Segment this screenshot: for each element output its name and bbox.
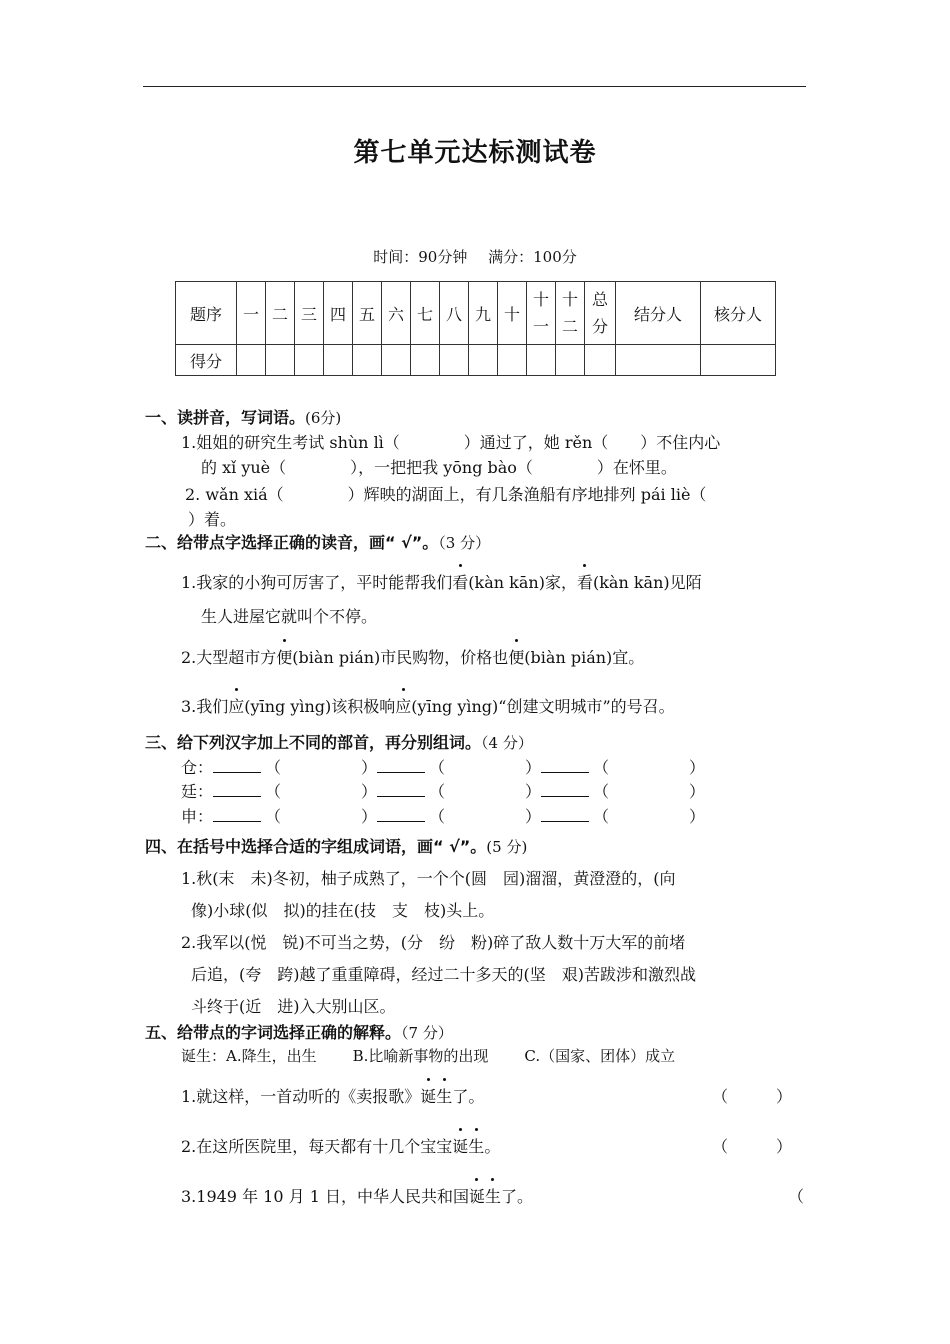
- section-heading: [145, 834, 527, 857]
- score-cell[interactable]: [237, 345, 266, 376]
- score-cell[interactable]: [585, 345, 616, 376]
- score-cell[interactable]: [556, 345, 585, 376]
- text: 2.大型超市方: [181, 648, 277, 667]
- heading-text: 三、给下列汉字加上不同的部首，再分别组词。: [145, 733, 482, 752]
- question-line: [181, 694, 675, 717]
- table-cell: 四: [324, 282, 353, 345]
- heading-text: 一、读拼音，写词语。: [145, 408, 306, 427]
- table-cell: 得分: [176, 345, 237, 376]
- paren[interactable]: （ ）: [593, 807, 706, 826]
- section-heading: [145, 1020, 453, 1043]
- blank[interactable]: [541, 807, 589, 822]
- question-line: [181, 755, 705, 778]
- table-cell: 结分人: [616, 282, 701, 345]
- blank[interactable]: [213, 807, 261, 822]
- option-a: A.降生，出生: [226, 1047, 317, 1065]
- options-line: [181, 1045, 675, 1066]
- question-line: 后追，(夸 跨)越了重重障碍，经过二十多天的(坚 艰)苦跋涉和激烈战: [191, 965, 696, 984]
- heading-points: （3 分）: [438, 534, 491, 552]
- table-cell: 五: [353, 282, 382, 345]
- table-cell: 题序: [176, 282, 237, 345]
- heading-points: （4 分）: [481, 734, 533, 752]
- heading-text: 四、在括号中选择合适的字组成词语，画“ √”。: [145, 837, 487, 856]
- text: 。: [484, 1137, 501, 1156]
- heading-points: (5 分): [486, 838, 528, 856]
- score-cell[interactable]: [382, 345, 411, 376]
- score-cell[interactable]: [701, 345, 776, 376]
- text: 1.我家的小狗可厉害了，平时能帮我们: [181, 573, 453, 592]
- blank[interactable]: [377, 807, 425, 822]
- char-label: 仓：: [181, 758, 214, 777]
- time-limit: 时间：90分钟: [373, 248, 468, 266]
- table-row: [176, 282, 776, 345]
- dotted-char: 生: [468, 1134, 484, 1157]
- dotted-char: 应: [228, 694, 244, 717]
- table-cell: 核分人: [701, 282, 776, 345]
- answer-paren[interactable]: （: [788, 1187, 805, 1206]
- char-label: 廷：: [181, 782, 214, 801]
- table-cell: 二: [266, 282, 295, 345]
- table-cell: 七: [411, 282, 440, 345]
- heading-points: (6分): [305, 409, 342, 427]
- paren[interactable]: （ ）: [265, 782, 378, 801]
- score-cell[interactable]: [324, 345, 353, 376]
- text: 了。: [501, 1187, 534, 1206]
- text[interactable]: (biàn pián)市民购物，价格也: [292, 648, 509, 667]
- question-line: 2.我军以(悦 锐)不可当之势，(分 纷 粉)碎了敌人数十万大军的前堵: [181, 933, 686, 952]
- answer-paren[interactable]: （ ）: [712, 1087, 793, 1106]
- dotted-char: 便: [508, 645, 524, 668]
- paren[interactable]: （ ）: [593, 782, 706, 801]
- question-line: 生人进屋它就叫个不停。: [201, 607, 378, 626]
- question-line: [181, 1084, 484, 1107]
- blank[interactable]: [377, 758, 425, 773]
- dotted-char: 看: [452, 570, 468, 593]
- score-cell[interactable]: [440, 345, 469, 376]
- question-line: [181, 1134, 500, 1157]
- question-line: [181, 570, 702, 593]
- score-cell[interactable]: [411, 345, 440, 376]
- option-b: B.比喻新事物的出现: [352, 1047, 489, 1065]
- table-cell: 九: [469, 282, 498, 345]
- question-line: 2. wǎn xiá（ ）辉映的湖面上，有几条渔船有序地排列 pái liè（: [185, 485, 707, 504]
- table-cell: 一: [237, 282, 266, 345]
- dotted-char: 生: [436, 1084, 452, 1107]
- question-line: [181, 779, 705, 802]
- dotted-char: 看: [577, 570, 593, 593]
- text: 2.在这所医院里，每天都有十几个宝宝: [181, 1137, 453, 1156]
- table-cell: 六: [382, 282, 411, 345]
- text: 3.我们: [181, 697, 229, 716]
- dotted-char: 诞: [469, 1184, 485, 1207]
- text[interactable]: (kàn kān)家，: [468, 573, 577, 592]
- dotted-char: 应: [395, 694, 411, 717]
- heading-text: 二、给带点字选择正确的读音，画“ √”。: [145, 533, 439, 552]
- table-cell: 总分: [585, 282, 616, 345]
- options-label: 诞生：: [181, 1047, 227, 1065]
- text: 3.1949 年 10 月 1 日，中华人民共和国: [181, 1187, 469, 1206]
- table-row: [176, 345, 776, 376]
- section-heading: [145, 530, 490, 553]
- text: 1.就这样，一首动听的《卖报歌》: [181, 1087, 421, 1106]
- dotted-char: 生: [485, 1184, 501, 1207]
- paren[interactable]: （ ）: [265, 807, 378, 826]
- question-line: ）着。: [188, 510, 237, 529]
- text[interactable]: (yīng yìng)“创建文明城市”的号召。: [411, 697, 675, 716]
- section-heading: [145, 405, 341, 428]
- question-line: 1.姐姐的研究生考试 shùn lì（ ）通过了，她 rěn（ ）不住内心: [181, 433, 721, 452]
- question-line: [181, 804, 705, 827]
- score-cell[interactable]: [616, 345, 701, 376]
- blank[interactable]: [377, 782, 425, 797]
- section-heading: [145, 730, 533, 753]
- text[interactable]: (biàn pián)宜。: [524, 648, 645, 667]
- dotted-char: 诞: [420, 1084, 436, 1107]
- time-info: [0, 246, 950, 267]
- blank[interactable]: [541, 782, 589, 797]
- question-line: 像)小球(似 拟)的挂在(技 支 枝)头上。: [191, 901, 495, 920]
- blank[interactable]: [541, 758, 589, 773]
- paren[interactable]: （ ）: [429, 782, 542, 801]
- heading-text: 五、给带点的字词选择正确的解释。: [145, 1023, 402, 1042]
- table-cell: 十二: [556, 282, 585, 345]
- table-cell: 八: [440, 282, 469, 345]
- text: 了。: [452, 1087, 485, 1106]
- score-cell[interactable]: [469, 345, 498, 376]
- option-c: C.（国家、团体）成立: [524, 1047, 676, 1065]
- paren[interactable]: （ ）: [429, 807, 542, 826]
- heading-points: （7 分）: [401, 1024, 453, 1042]
- score-table: [175, 281, 776, 376]
- table-cell: 三: [295, 282, 324, 345]
- full-score: 满分：100分: [488, 248, 577, 266]
- score-cell[interactable]: [266, 345, 295, 376]
- table-cell: 十: [498, 282, 527, 345]
- score-cell[interactable]: [527, 345, 556, 376]
- score-cell[interactable]: [498, 345, 527, 376]
- char-label: 申：: [181, 807, 214, 826]
- score-cell[interactable]: [353, 345, 382, 376]
- page-title: 第七单元达标测试卷: [353, 138, 597, 168]
- dotted-char: 诞: [452, 1134, 468, 1157]
- text[interactable]: (kàn kān)见陌: [592, 573, 702, 592]
- score-cell[interactable]: [295, 345, 324, 376]
- text[interactable]: (yīng yìng)该积极响: [244, 697, 396, 716]
- question-line: 1.秋(末 未)冬初，柚子成熟了，一个个(圆 园)溜溜，黄澄澄的，(向: [181, 869, 676, 888]
- blank[interactable]: [213, 758, 261, 773]
- answer-paren[interactable]: （ ）: [712, 1137, 793, 1156]
- paren[interactable]: （ ）: [265, 758, 378, 777]
- question-line: 斗终于(近 进)入大别山区。: [191, 997, 396, 1016]
- question-line: [181, 1184, 533, 1207]
- paren[interactable]: （ ）: [593, 758, 706, 777]
- question-line: [181, 645, 644, 668]
- top-rule: [143, 86, 806, 87]
- paren[interactable]: （ ）: [429, 758, 542, 777]
- blank[interactable]: [213, 782, 261, 797]
- dotted-char: 便: [276, 645, 292, 668]
- question-line: 的 xǐ yuè（ ），一把把我 yōng bào（ ）在怀里。: [201, 458, 677, 477]
- table-cell: 十一: [527, 282, 556, 345]
